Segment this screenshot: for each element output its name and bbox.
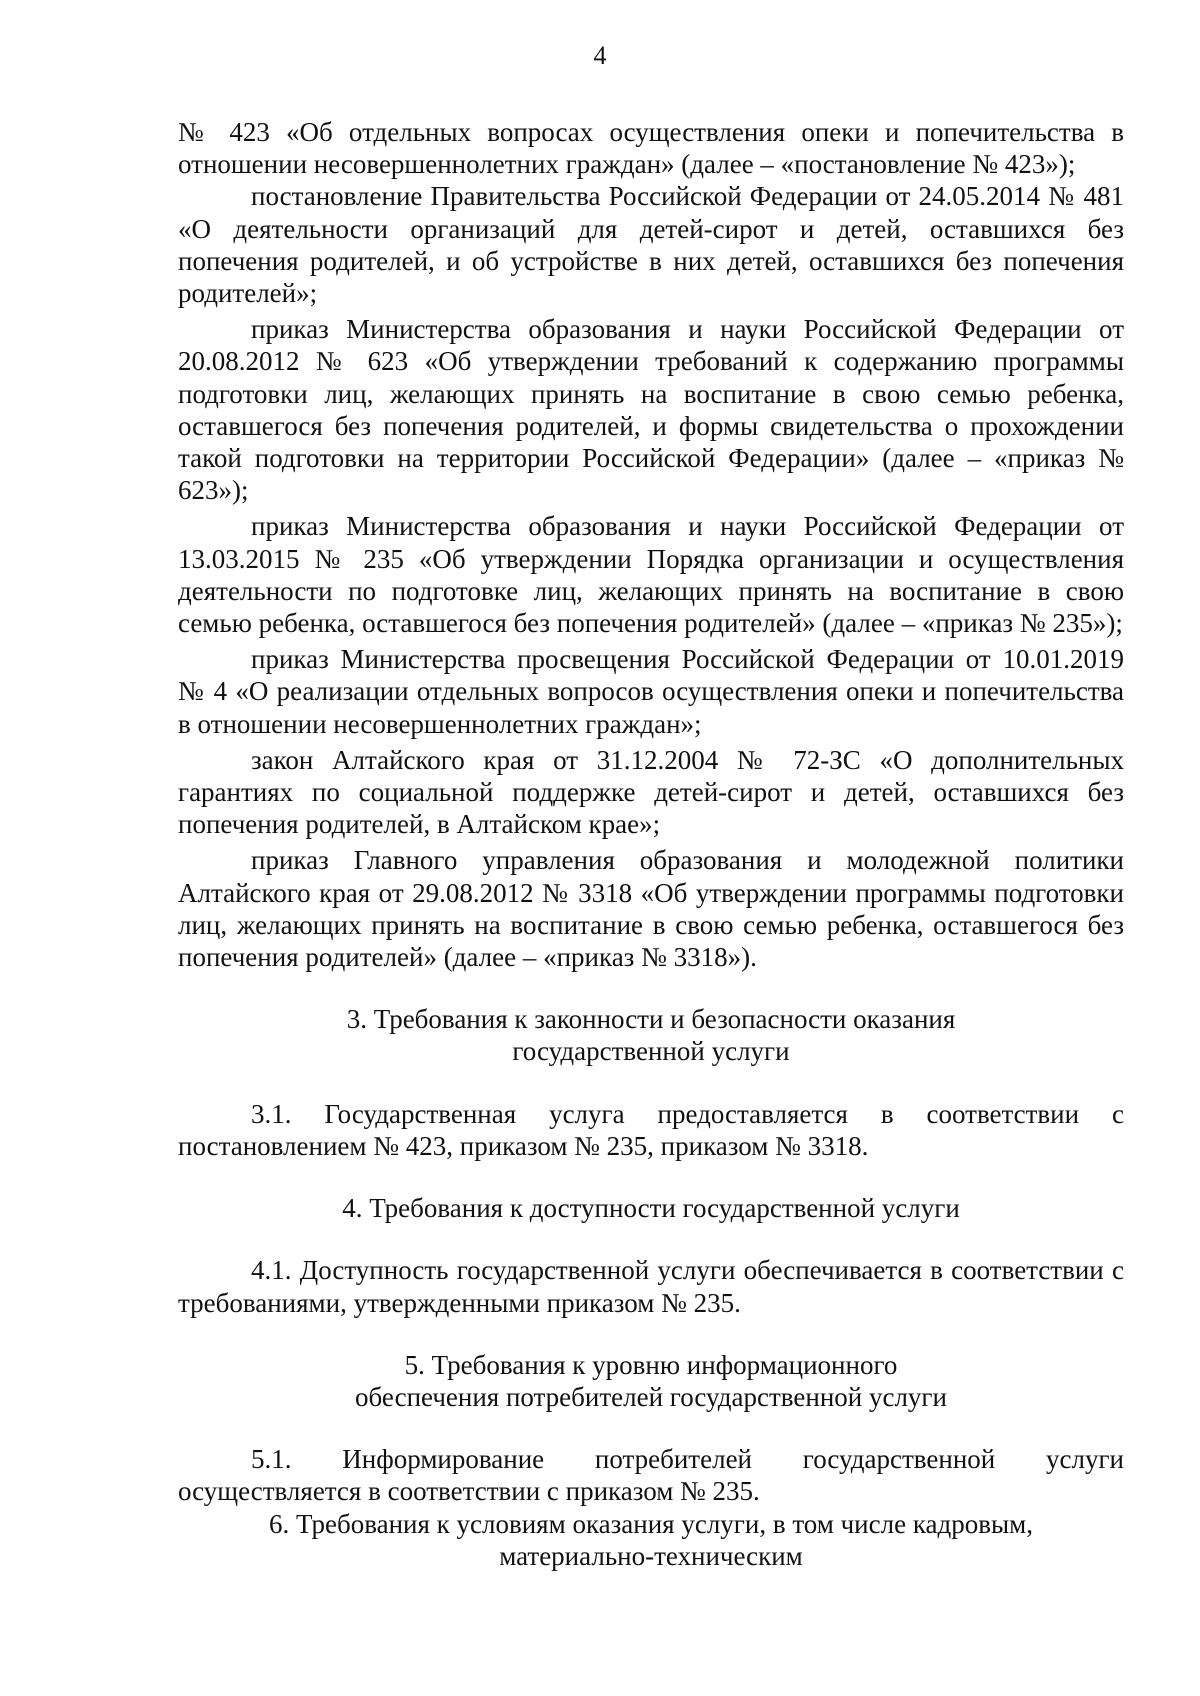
- section-5-heading-line-2: обеспечения потребителей государственной услуги: [355, 1381, 947, 1412]
- section-4-heading-line-1: 4. Требования к доступности государственной услуги: [342, 1193, 960, 1224]
- document-body: [178, 116, 1124, 1572]
- section-5-heading: [178, 1349, 1124, 1413]
- section-3-heading-line-2: государственной услуги: [512, 1036, 790, 1067]
- paragraph-zakon-72zs: закон Алтайского края от 31.12.2004 № 72-ЗС «О дополнительных гарантиях по социальной поддержке детей-сирот и детей, оставшихся без попечения родителей, в Алтайском крае»;: [178, 744, 1124, 840]
- paragraph-prikaz-4: приказ Министерства просвещения Российской Федерации от 10.01.2019 № 4 «О реализации отдельных вопросов осуществления опеки и попечительства в отношении несовершеннолетних граждан»;: [178, 644, 1124, 739]
- paragraph-prikaz-3318: приказ Главного управления образования и молодежной политики Алтайского края от 29.08.2012 № 3318 «Об утверждении программы подготовки лиц, желающих принять на воспитание в свою семью ребенка, оставшегося без попечения родителей» (далее – «приказ № 3318»).: [178, 845, 1124, 973]
- section-6-heading-line-1: 6. Требования к условиям оказания услуги, в том числе кадровым,: [269, 1508, 1033, 1539]
- section-5-heading-line-1: 5. Требования к уровню информационного: [404, 1349, 898, 1380]
- paragraph-prikaz-623: приказ Министерства образования и науки Российской Федерации от 20.08.2012 № 623 «Об утверждении требований к содержанию программы подготовки лиц, желающих принять на воспитание в свою семью ребенка, оставшегося без попечения родителей, и формы свидетельства о прохождении такой подготовки на территории Российской Федерации» (далее – «приказ № 623»);: [178, 314, 1124, 506]
- paragraph-prikaz-235: приказ Министерства образования и науки Российской Федерации от 13.03.2015 № 235 «Об утверждении Порядка организации и осуществления деятельности по подготовке лиц, желающих принять на воспитание в свою семью ребенка, оставшегося без попечения родителей» (далее – «приказ № 235»);: [178, 511, 1124, 639]
- paragraph-postanovlenie-423-continuation: № 423 «Об отдельных вопросах осуществления опеки и попечительства в отношении несовершеннолетних граждан» (далее – «постановление № 423»);: [178, 117, 1124, 180]
- section-3-heading: [178, 1003, 1124, 1067]
- section-3-heading-line-1: 3. Требования к законности и безопасности оказания: [346, 1004, 956, 1035]
- section-6-heading-line-2: материально-техническим: [499, 1540, 803, 1571]
- section-3-paragraph: 3.1. Государственная услуга предоставляется в соответствии с постановлением № 423, приказом № 235, приказом № 3318.: [178, 1098, 1124, 1161]
- section-4-heading: [178, 1192, 1124, 1224]
- section-4-paragraph: 4.1. Доступность государственной услуги обеспечивается в соответствии с требованиями, утвержденными приказом № 235.: [178, 1255, 1124, 1318]
- section-6-heading: [178, 1508, 1124, 1572]
- page-number: 4: [593, 41, 607, 70]
- section-5-paragraph: 5.1. Информирование потребителей государственной услуги осуществляется в соответствии с приказом № 235.: [178, 1444, 1124, 1507]
- paragraph-postanovlenie-481: постановление Правительства Российской Федерации от 24.05.2014 № 481 «О деятельности организаций для детей-сирот и детей, оставшихся без попечения родителей, и об устройстве в них детей, оставшихся без попечения родителей»;: [178, 181, 1124, 309]
